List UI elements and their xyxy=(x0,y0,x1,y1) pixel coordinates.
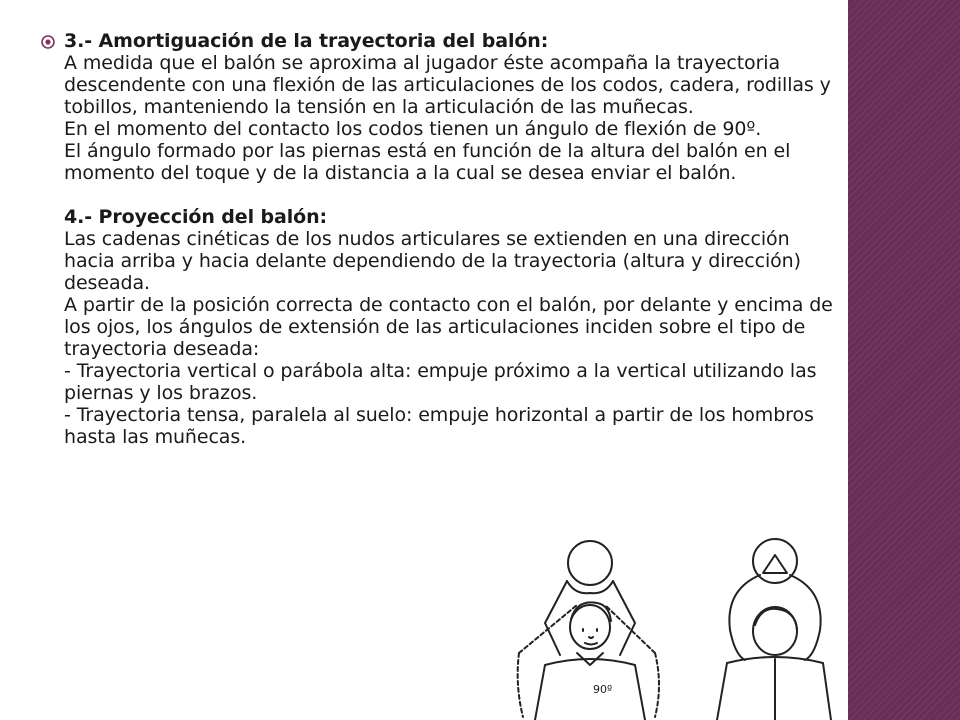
section-3-paragraph: En el momento del contacto los codos tienen un ángulo de flexión de 90º. xyxy=(64,118,762,140)
section-4-paragraph: A partir de la posición correcta de contacto con el balón, por delante y encima de los ojos, los ángulos de extensión de las articulaciones inciden sobre el tipo de trayectoria deseada: xyxy=(64,294,833,360)
decorative-side-band xyxy=(848,0,960,720)
player-back-figure xyxy=(717,539,831,720)
section-3-paragraph: El ángulo formado por las piernas está en función de la altura del balón en el momento del toque y de la distancia a la cual se desea enviar el balón. xyxy=(64,140,791,184)
section-3-paragraph: A medida que el balón se aproxima al jugador éste acompaña la trayectoria descendente con una flexión de las articulaciones de los codos, cadera, rodillas y tobillos, manteniendo la tensión en la articulación de las muñecas. xyxy=(64,52,831,118)
ball-shape xyxy=(753,539,797,583)
circled-dot-bullet-icon xyxy=(40,34,56,50)
section-4-paragraph: - Trayectoria vertical o parábola alta: empuje próximo a la vertical utilizando las piernas y los brazos. xyxy=(64,360,817,404)
ball-shape xyxy=(568,541,612,585)
torso-shape xyxy=(535,659,645,720)
section-4-heading: 4.- Proyección del balón: xyxy=(64,206,328,228)
volleyball-player-illustrations xyxy=(505,535,845,720)
player-contact-figure xyxy=(518,541,659,720)
section-3-heading: 3.- Amortiguación de la trayectoria del balón: xyxy=(64,30,549,52)
head-shape xyxy=(570,605,610,649)
slide-body xyxy=(40,30,840,448)
angle-arc-left xyxy=(518,653,523,717)
section-4-paragraph: - Trayectoria tensa, paralela al suelo: empuje horizontal a partir de los hombros hasta las muñecas. xyxy=(64,404,814,448)
section-spacer xyxy=(64,184,840,206)
hands-triangle xyxy=(763,555,787,573)
left-arm xyxy=(729,575,760,660)
section-4-paragraph: Las cadenas cinéticas de los nudos articulares se extienden en una dirección hacia arriba y hacia delante dependiendo de la trayectoria (altura y dirección) deseada. xyxy=(64,228,801,294)
hands-shape xyxy=(567,581,613,593)
angle-label: 90º xyxy=(593,683,613,696)
left-arm xyxy=(545,581,567,655)
face-features xyxy=(583,629,597,645)
right-arm xyxy=(790,575,821,660)
right-arm xyxy=(613,581,635,655)
bullet-content xyxy=(64,30,840,448)
angle-arc-right xyxy=(655,653,659,717)
